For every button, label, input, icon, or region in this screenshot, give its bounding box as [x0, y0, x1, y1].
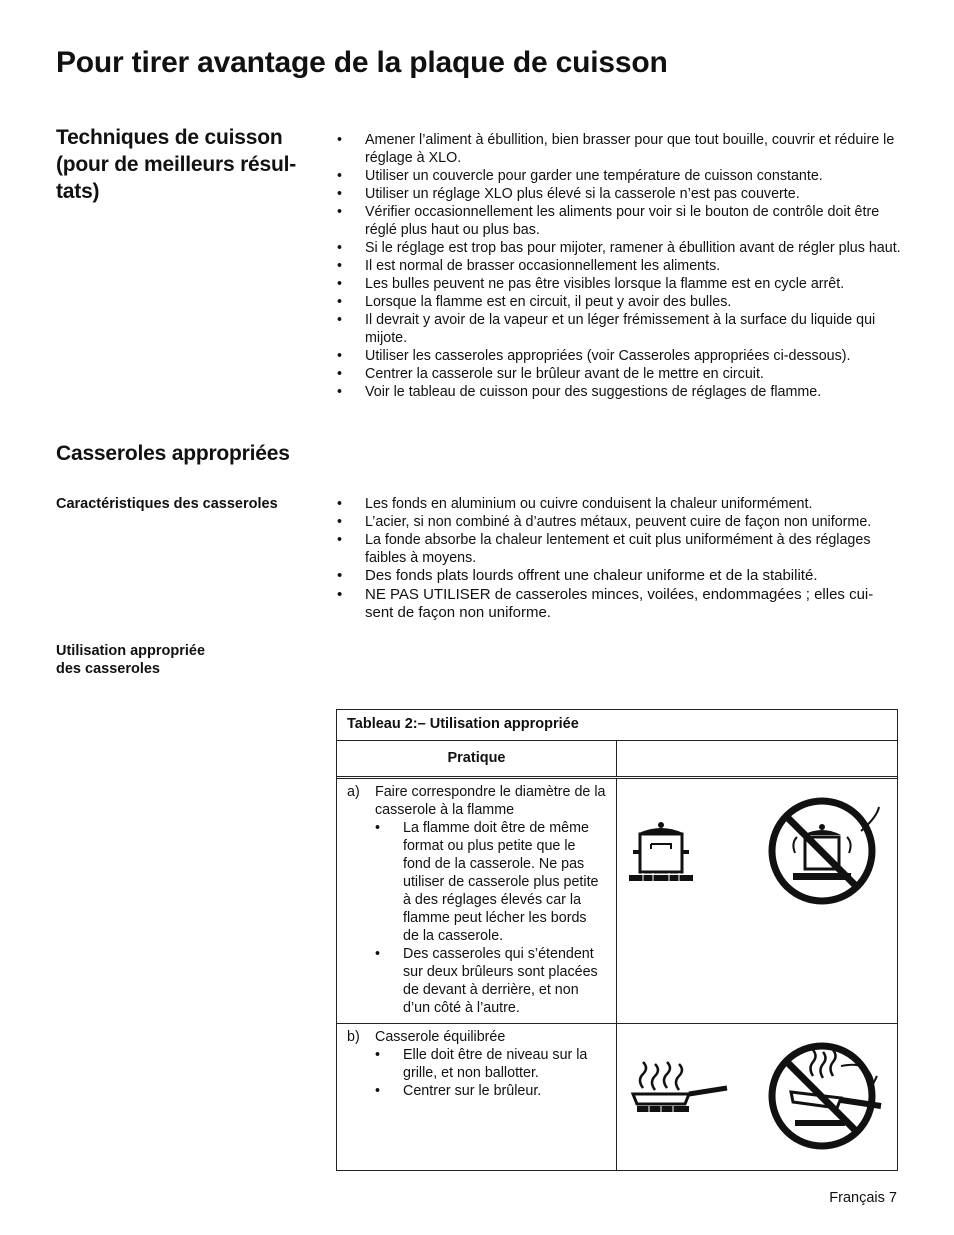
techniques-heading: Techniques de cuisson (pour de meilleurs résul- tats) [56, 126, 297, 203]
usage-heading: Utilisation appropriée des casseroles [56, 643, 206, 677]
table-caption: Tableau 2:– Utilisation appropriée [337, 710, 897, 741]
list-item: • Les bulles peuvent ne pas être visibles lorsque la flamme est en cycle arrêt. [337, 275, 902, 293]
list-item: • Vérifier occasionnellement les aliments pour voir si le bouton de contrôle doit être réglé plus haut ou plus bas. [337, 203, 902, 239]
page-title: Pour tirer avantage de la plaque de cuisson [56, 46, 668, 79]
list-item: • La flamme doit être de même format ou plus petite que le fond de la casserole. Ne pas utiliser de casserole plus petite à des réglages élevés car la flamme peut lécher les bords de la casserole. [375, 819, 606, 945]
usage-table [336, 709, 898, 1171]
casseroles-heading: Casseroles appropriées [56, 442, 290, 465]
table-header [337, 741, 897, 779]
row-title: Faire correspondre le diamètre de la casserole à la flamme [375, 784, 606, 818]
table-row [337, 779, 897, 1024]
list-item: • Amener l’aliment à ébullition, bien brasser pour que tout bouille, couvrir et réduire le réglage à XLO. [337, 131, 902, 167]
list-item: • Il devrait y avoir de la vapeur et un léger frémissement à la surface du liquide qui mijote. [337, 311, 902, 347]
list-item: • NE PAS UTILISER de casseroles minces, voilées, endommagées ; elles cui-sent de façon non uniforme. [337, 586, 899, 623]
prohibited-small-pot-icon [765, 793, 885, 909]
list-item: • Si le réglage est trop bas pour mijoter, ramener à ébullition avant de régler plus haut. [337, 239, 902, 257]
column-header-pratique: Pratique [337, 741, 617, 776]
list-item: • Utiliser les casseroles appropriées (voir Casseroles appropriées ci-dessous). [337, 347, 902, 365]
list-item: • Des fonds plats lourds offrent une chaleur uniforme et de la stabilité. [337, 567, 899, 586]
covered-pot-on-burner-icon [627, 819, 695, 885]
list-item: • Elle doit être de niveau sur la grille, et non ballotter. [375, 1046, 606, 1082]
list-item: • Centrer sur le brûleur. [375, 1082, 606, 1100]
row-title: Casserole équilibrée [375, 1029, 506, 1045]
prohibited-tipping-pan-icon [765, 1036, 889, 1154]
row-bullets [347, 1046, 606, 1100]
list-item: • Les fonds en aluminium ou cuivre conduisent la chaleur uniformément. [337, 495, 899, 513]
list-item: • Des casseroles qui s’étendent sur deux brûleurs sont placées de devant à derrière, et non d’un côté à l’autre. [375, 945, 606, 1017]
page-footer: Français 7 [829, 1190, 897, 1206]
list-item: • Utiliser un réglage XLO plus élevé si la casserole n’est pas couverte. [337, 185, 902, 203]
row-label: a) [347, 784, 360, 800]
row-label: b) [347, 1029, 360, 1045]
row-bullets [347, 819, 606, 1017]
list-item: • L’acier, si non combiné à d’autres métaux, peuvent cuire de façon non uniforme. [337, 513, 899, 531]
list-item: • Lorsque la flamme est en circuit, il peut y avoir des bulles. [337, 293, 902, 311]
list-item: • Utiliser un couvercle pour garder une température de cuisson constante. [337, 167, 902, 185]
table-cell-practice [337, 1024, 617, 1170]
table-cell-illustration [617, 1024, 897, 1170]
list-item: • La fonde absorbe la chaleur lentement et cuit plus uniformément à des réglages faibles à moyens. [337, 531, 899, 567]
level-pan-on-burner-icon [629, 1054, 733, 1120]
table-cell-practice [337, 779, 617, 1023]
characteristics-list [337, 495, 899, 623]
table-row [337, 1024, 897, 1170]
characteristics-heading: Caractéristiques des casseroles [56, 496, 278, 512]
list-item: • Centrer la casserole sur le brûleur avant de le mettre en circuit. [337, 365, 902, 383]
list-item: • Il est normal de brasser occasionnellement les aliments. [337, 257, 902, 275]
techniques-list [337, 131, 902, 401]
table-cell-illustration [617, 779, 897, 1023]
list-item: • Voir le tableau de cuisson pour des suggestions de réglages de flamme. [337, 383, 902, 401]
